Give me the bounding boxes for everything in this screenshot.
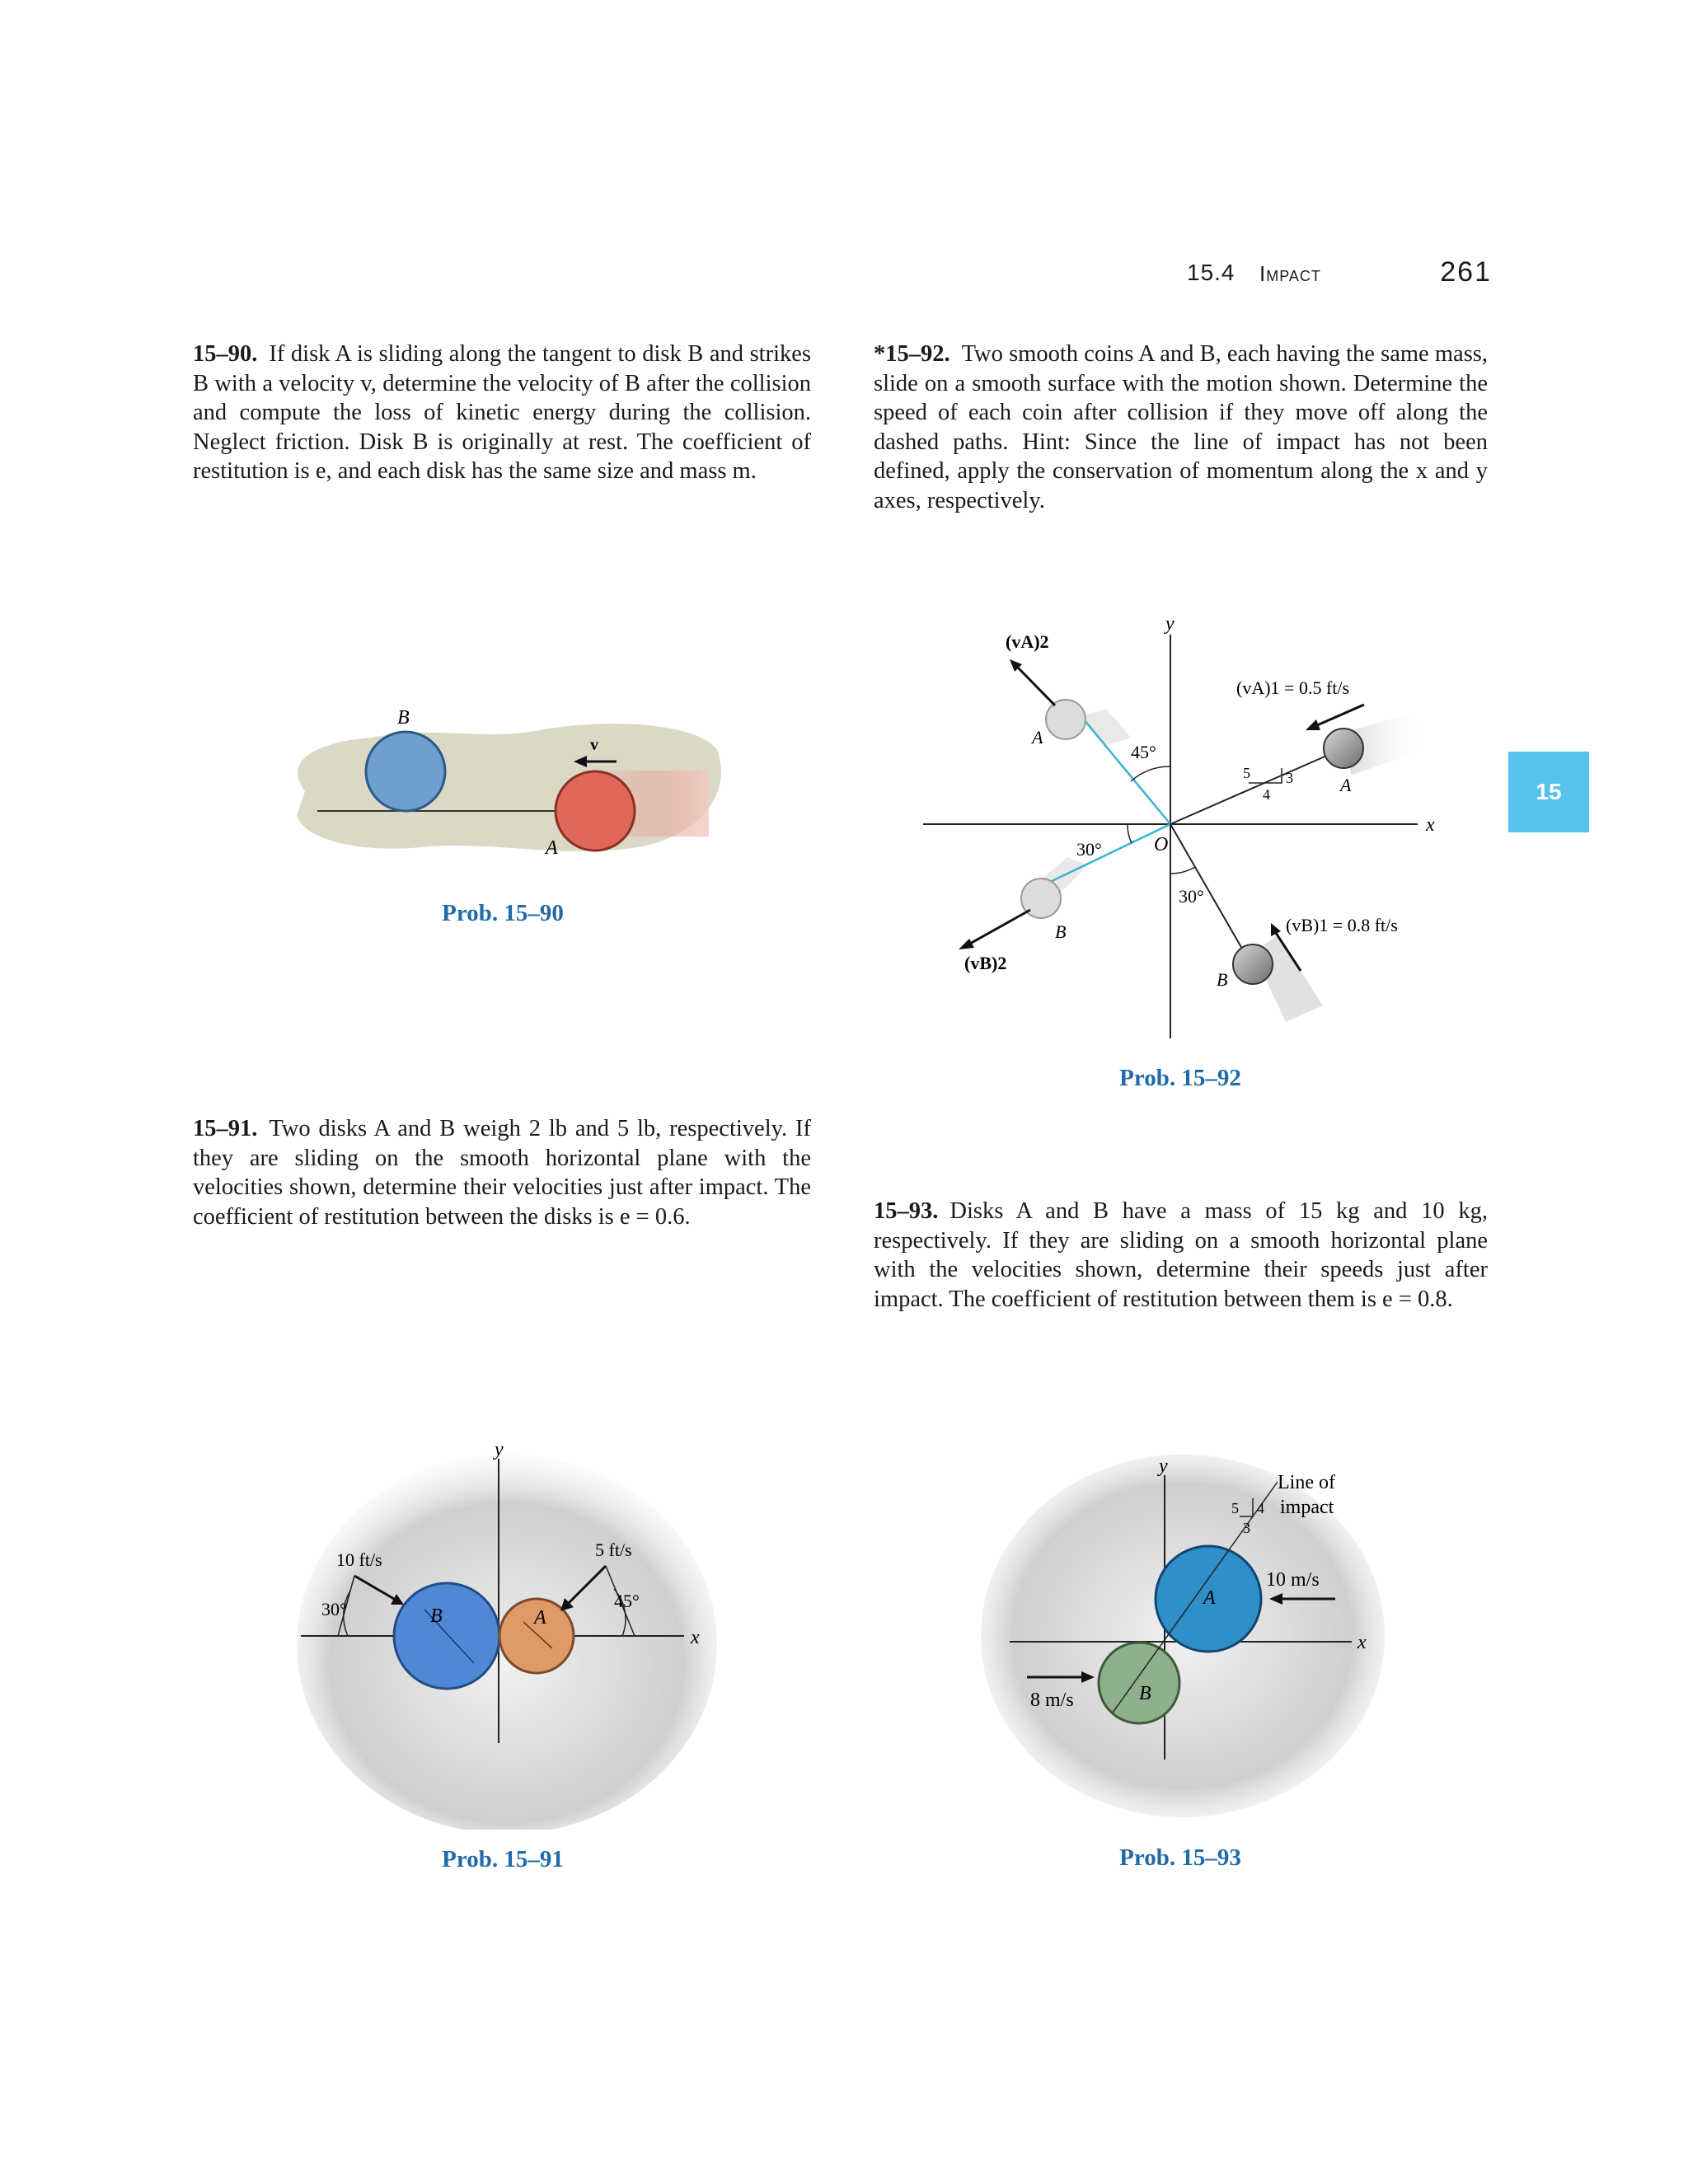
label-a: A <box>534 1607 546 1629</box>
slope-4: 4 <box>1257 1500 1264 1516</box>
label-va1: (vA)1 = 0.5 ft/s <box>1236 677 1350 698</box>
page-number: 261 <box>1440 256 1492 288</box>
label-b: B <box>1139 1683 1151 1704</box>
label-b-final: B <box>1055 921 1067 942</box>
angle-45: 45° <box>1131 742 1156 762</box>
problem-number: *15–92. <box>874 341 950 367</box>
angle-30a: 30° <box>1076 839 1102 860</box>
arrowhead <box>1306 719 1320 730</box>
disk-a <box>556 771 635 851</box>
chapter-tab: 15 <box>1508 752 1589 832</box>
label-v: v <box>590 736 598 754</box>
label-x: x <box>1357 1632 1367 1653</box>
label-x: x <box>1426 814 1435 836</box>
angle-arc-30b <box>1170 867 1195 874</box>
coin-a-final <box>1046 700 1085 739</box>
section-number: 15.4 <box>1187 260 1236 285</box>
caption-15-90: Prob. 15–90 <box>442 900 564 926</box>
label-a-final: A <box>1032 727 1043 748</box>
slope-4: 4 <box>1263 786 1270 803</box>
label-y: y <box>495 1442 504 1460</box>
slope-triangle <box>1249 768 1282 783</box>
problem-15-93 <box>874 1197 1488 1314</box>
angle-30: 30° <box>321 1599 347 1619</box>
vel-b: 8 m/s <box>1030 1690 1074 1711</box>
label-x: x <box>691 1627 700 1648</box>
slope-3: 3 <box>1286 770 1293 786</box>
coin-a2-trail <box>1080 709 1131 746</box>
problem-number: 15–91. <box>193 1116 258 1141</box>
section-title: Impact <box>1259 261 1321 286</box>
label-b-initial: B <box>1217 969 1228 990</box>
label-b: B <box>397 707 410 729</box>
slope-5: 5 <box>1231 1500 1239 1516</box>
arrowhead <box>959 939 974 949</box>
vel-a: 5 ft/s <box>595 1540 632 1560</box>
coin-b-initial <box>1233 944 1273 984</box>
slope-5: 5 <box>1243 765 1250 781</box>
problem-text: Two disks A and B weigh 2 lb and 5 lb, respectively. If they are sliding on the smooth horizontal plane with the velocities shown, determine their velocities just after impact. The coefficient of restitution between the disks is e = 0.6. <box>193 1116 811 1230</box>
problem-text: If disk A is sliding along the tangent to disk B and strikes B with a velocity v, determine the velocity of B after the collision and compute the loss of kinetic energy during the collision. Neglect friction. Disk B is originally at rest. The coefficient of restitution is e, and each disk has the same size and mass m. <box>193 341 811 484</box>
angle-45: 45° <box>614 1591 640 1611</box>
label-vb2: (vB)2 <box>964 953 1007 973</box>
problem-text: Disks A and B have a mass of 15 kg and 10 kg, respectively. If they are sliding on a smooth horizontal plane with the velocities shown, determine their speeds just after impact. The coefficient of restitution between them is e = 0.8. <box>874 1198 1488 1312</box>
label-vb1: (vB)1 = 0.8 ft/s <box>1286 915 1398 935</box>
problem-15-91 <box>193 1114 811 1231</box>
arrow-va1 <box>1317 705 1364 725</box>
problem-text: Two smooth coins A and B, each having the same mass, slide on a smooth surface with the motion shown. Determine the speed of each coin after collision if they move off along the dashed paths. Hint: Since the line of impact has not been defined, apply the conservation of momentum along the x and y axes, respectively. <box>874 341 1488 513</box>
running-header <box>1187 256 1492 293</box>
caption-15-92: Prob. 15–92 <box>1119 1065 1241 1091</box>
disk-b <box>394 1583 499 1689</box>
line-a1 <box>1170 748 1343 824</box>
problem-number: 15–90. <box>193 341 258 367</box>
figure-15-90 <box>272 692 734 882</box>
disk-b <box>366 732 445 811</box>
line-of-impact-label-1: Line of <box>1278 1472 1335 1493</box>
caption-15-91: Prob. 15–91 <box>442 1846 564 1872</box>
problem-15-90 <box>193 340 811 486</box>
angle-30b: 30° <box>1179 886 1204 907</box>
label-y: y <box>1165 618 1175 635</box>
figure-15-92 <box>915 618 1451 1047</box>
vel-a: 10 m/s <box>1266 1569 1320 1591</box>
label-a-initial: A <box>1340 775 1352 795</box>
label-o: O <box>1154 834 1169 855</box>
label-a: A <box>1203 1587 1216 1609</box>
label-va2: (vA)2 <box>1006 631 1049 652</box>
problem-number: 15–93. <box>874 1198 939 1224</box>
arrow-va2 <box>1018 668 1055 705</box>
angle-arc-45 <box>1131 766 1170 781</box>
angle-arc-30a <box>1128 824 1132 843</box>
line-of-impact-label-2: impact <box>1280 1497 1334 1518</box>
label-a: A <box>546 837 558 859</box>
figure-15-93 <box>981 1451 1393 1821</box>
label-b: B <box>430 1605 443 1627</box>
slope-3: 3 <box>1243 1520 1250 1536</box>
caption-15-93: Prob. 15–93 <box>1119 1844 1241 1871</box>
figure-15-91 <box>288 1442 717 1830</box>
path-b2 <box>1047 824 1170 883</box>
label-y: y <box>1159 1455 1168 1477</box>
arrow-vb2 <box>968 910 1030 944</box>
vel-b: 10 ft/s <box>336 1549 382 1570</box>
coin-a-initial <box>1324 729 1363 768</box>
problem-15-92 <box>874 340 1488 515</box>
